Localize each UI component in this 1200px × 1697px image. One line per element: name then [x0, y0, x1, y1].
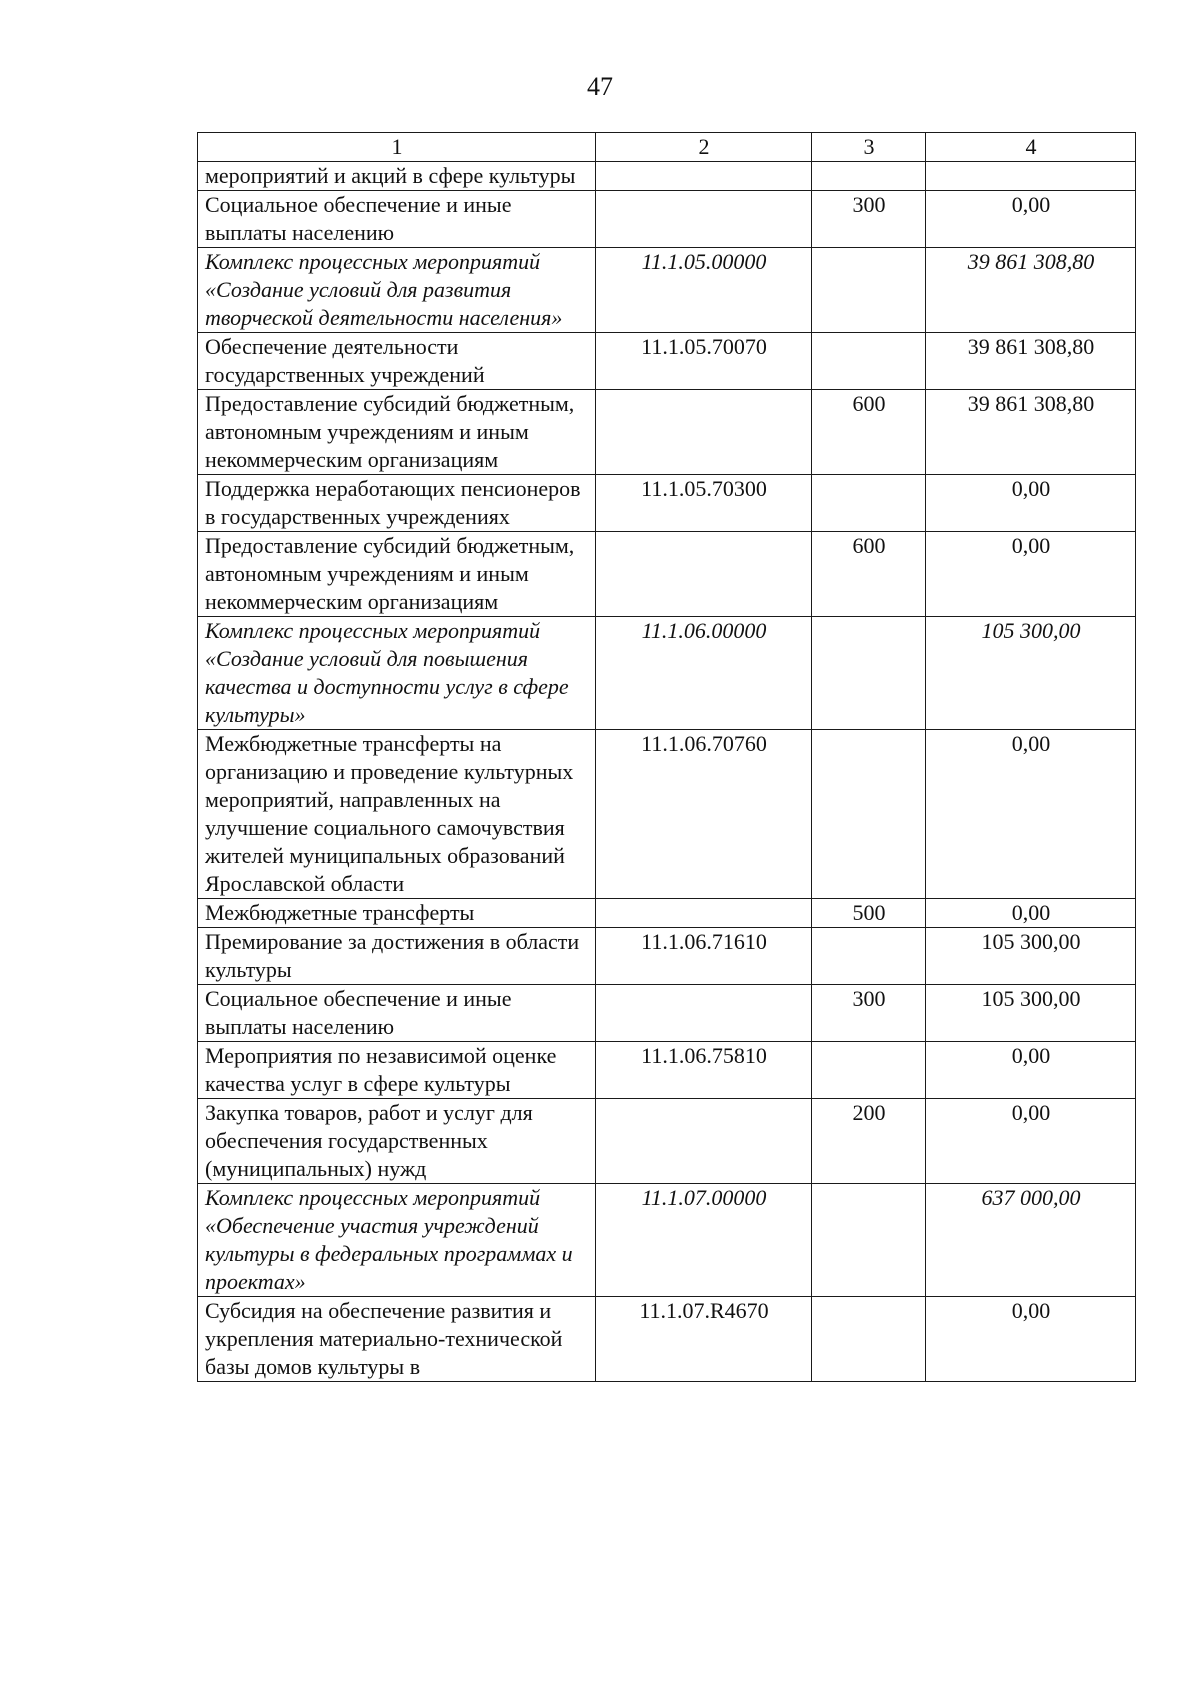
cell-expense-type: [812, 928, 926, 985]
cell-expense-type: 300: [812, 985, 926, 1042]
table-row: [198, 1099, 1136, 1184]
cell-amount: 0,00: [926, 191, 1136, 248]
cell-code: [596, 191, 812, 248]
table-row: [198, 532, 1136, 617]
cell-name: Поддержка неработающих пенсионеров в государственных учреждениях: [198, 475, 596, 532]
cell-name: Социальное обеспечение и иные выплаты населению: [198, 985, 596, 1042]
table-row: [198, 390, 1136, 475]
cell-code: 11.1.06.70760: [596, 730, 812, 899]
table-row: [198, 475, 1136, 532]
cell-amount: 0,00: [926, 1042, 1136, 1099]
cell-expense-type: [812, 1184, 926, 1297]
cell-expense-type: [812, 475, 926, 532]
cell-name: Обеспечение деятельности государственных учреждений: [198, 333, 596, 390]
cell-name: Комплекс процессных мероприятий «Обеспечение участия учреждений культуры в федеральных программах и проектах»: [198, 1184, 596, 1297]
cell-code: [596, 532, 812, 617]
table-header-row: [198, 133, 1136, 162]
cell-name: Мероприятия по независимой оценке качества услуг в сфере культуры: [198, 1042, 596, 1099]
cell-code: [596, 985, 812, 1042]
cell-name: Комплекс процессных мероприятий «Создание условий для повышения качества и доступности услуг в сфере культуры»: [198, 617, 596, 730]
cell-amount: 0,00: [926, 899, 1136, 928]
cell-code: 11.1.07.00000: [596, 1184, 812, 1297]
budget-table: [197, 132, 1136, 1382]
cell-amount: 0,00: [926, 475, 1136, 532]
cell-code: [596, 1099, 812, 1184]
cell-amount: 637 000,00: [926, 1184, 1136, 1297]
table-row: [198, 333, 1136, 390]
column-header-code: 2: [596, 133, 812, 162]
table-row: [198, 617, 1136, 730]
cell-expense-type: [812, 617, 926, 730]
cell-code: [596, 390, 812, 475]
cell-expense-type: [812, 162, 926, 191]
cell-name: Закупка товаров, работ и услуг для обеспечения государственных (муниципальных) нужд: [198, 1099, 596, 1184]
cell-expense-type: 300: [812, 191, 926, 248]
cell-amount: 105 300,00: [926, 617, 1136, 730]
column-header-kind: 3: [812, 133, 926, 162]
cell-code: 11.1.06.71610: [596, 928, 812, 985]
cell-code: 11.1.07.R4670: [596, 1297, 812, 1382]
cell-name: мероприятий и акций в сфере культуры: [198, 162, 596, 191]
table-row: [198, 1042, 1136, 1099]
table-row: [198, 928, 1136, 985]
cell-expense-type: 600: [812, 532, 926, 617]
cell-expense-type: 200: [812, 1099, 926, 1184]
table-row: [198, 248, 1136, 333]
table-body: [198, 162, 1136, 1382]
column-header-name: 1: [198, 133, 596, 162]
cell-expense-type: 600: [812, 390, 926, 475]
cell-expense-type: [812, 1297, 926, 1382]
table-row: [198, 730, 1136, 899]
table-row: [198, 985, 1136, 1042]
cell-amount: 0,00: [926, 532, 1136, 617]
table-row: [198, 899, 1136, 928]
cell-expense-type: [812, 333, 926, 390]
cell-amount: 0,00: [926, 1297, 1136, 1382]
cell-name: Социальное обеспечение и иные выплаты населению: [198, 191, 596, 248]
cell-code: 11.1.06.75810: [596, 1042, 812, 1099]
cell-amount: 0,00: [926, 730, 1136, 899]
table-row: [198, 162, 1136, 191]
cell-amount: 105 300,00: [926, 985, 1136, 1042]
cell-code: 11.1.06.00000: [596, 617, 812, 730]
cell-expense-type: [812, 248, 926, 333]
cell-code: 11.1.05.70300: [596, 475, 812, 532]
cell-name: Предоставление субсидий бюджетным, автономным учреждениям и иным некоммерческим организациям: [198, 390, 596, 475]
cell-name: Межбюджетные трансферты: [198, 899, 596, 928]
cell-expense-type: 500: [812, 899, 926, 928]
cell-name: Предоставление субсидий бюджетным, автономным учреждениям и иным некоммерческим организациям: [198, 532, 596, 617]
cell-code: [596, 162, 812, 191]
cell-code: [596, 899, 812, 928]
cell-name: Премирование за достижения в области культуры: [198, 928, 596, 985]
cell-amount: 39 861 308,80: [926, 333, 1136, 390]
cell-name: Субсидия на обеспечение развития и укрепления материально-технической базы домов культуры в: [198, 1297, 596, 1382]
cell-amount: [926, 162, 1136, 191]
table-row: [198, 191, 1136, 248]
cell-amount: 105 300,00: [926, 928, 1136, 985]
cell-expense-type: [812, 1042, 926, 1099]
cell-code: 11.1.05.00000: [596, 248, 812, 333]
cell-amount: 0,00: [926, 1099, 1136, 1184]
cell-expense-type: [812, 730, 926, 899]
cell-name: Межбюджетные трансферты на организацию и проведение культурных мероприятий, направленных на улучшение социального самочувствия жителей муниципальных образований Ярославской области: [198, 730, 596, 899]
cell-amount: 39 861 308,80: [926, 248, 1136, 333]
page-number: 47: [587, 72, 613, 101]
cell-code: 11.1.05.70070: [596, 333, 812, 390]
table-row: [198, 1184, 1136, 1297]
table-row: [198, 1297, 1136, 1382]
cell-name: Комплекс процессных мероприятий «Создание условий для развития творческой деятельности населения»: [198, 248, 596, 333]
column-header-amount: 4: [926, 133, 1136, 162]
cell-amount: 39 861 308,80: [926, 390, 1136, 475]
